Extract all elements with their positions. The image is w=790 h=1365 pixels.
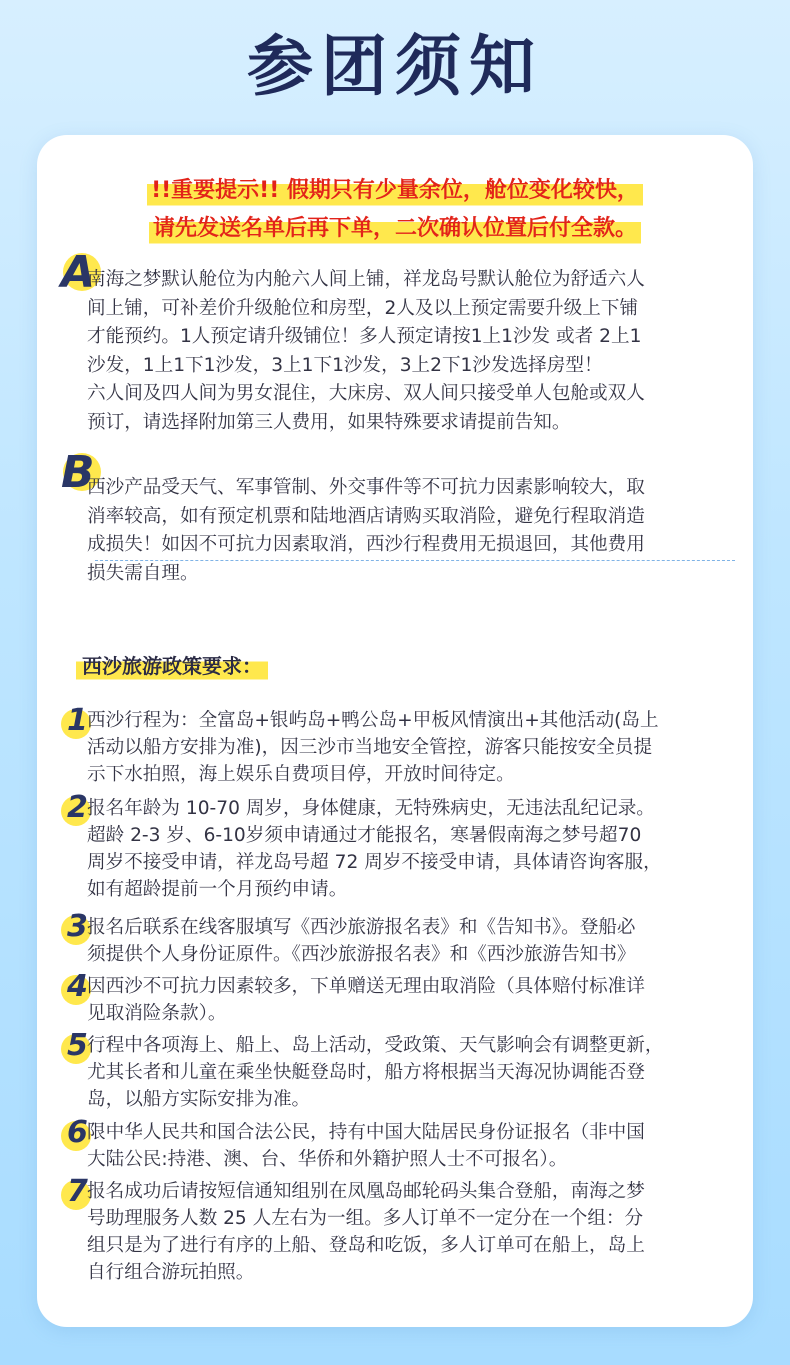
item-line: 报名年龄为 10-70 周岁，身体健康，无特殊病史，无违法乱纪记录。	[87, 798, 655, 819]
section-a-line: 预订，请选择附加第三人费用，如果特殊要求请提前告知。	[87, 411, 571, 433]
notice-line-2: 请先发送名单后再下单，二次确认位置后付全款。	[149, 211, 641, 247]
section-a-line: 南海之梦默认舱位为内舱六人间上铺，祥龙岛号默认舱位为舒适六人	[87, 269, 645, 290]
notice-card	[37, 135, 753, 1327]
section-b-line: 损失需自理。	[87, 562, 199, 584]
item-line: 报名成功后请按短信通知组别在凤凰岛邮轮码头集合登船，南海之梦	[87, 1181, 645, 1202]
item-6-number: 6	[67, 1115, 88, 1150]
item-7-number: 7	[67, 1174, 88, 1209]
item-line: 大陆公民:持港、澳、台、华侨和外籍护照人士不可报名）。	[87, 1149, 568, 1170]
policy-item-6	[87, 1119, 737, 1173]
section-a-line: 六人间及四人间为男女混住，大床房、双人间只接受单人包舱或双人	[87, 383, 645, 404]
policy-item-5	[87, 1032, 737, 1113]
item-line: 示下水拍照，海上娱乐自费项目停，开放时间待定。	[87, 764, 515, 785]
notice-line-1: !!重要提示!! 假期只有少量余位，舱位变化较快，	[147, 173, 643, 209]
item-line: 自行组合游玩拍照。	[87, 1262, 255, 1283]
policy-item-7	[87, 1178, 737, 1286]
item-1-number: 1	[67, 703, 88, 738]
item-line: 须提供个人身份证原件。《西沙旅游报名表》和《西沙旅游告知书》	[87, 944, 636, 965]
policy-heading: 西沙旅游政策要求：	[76, 651, 268, 681]
item-line: 号助理服务人数 25 人左右为一组。多人订单不一定分在一个组：分	[87, 1208, 644, 1229]
item-3-number: 3	[67, 909, 88, 944]
section-b-line: 西沙产品受天气、军事管制、外交事件等不可抗力因素影响较大，取	[87, 477, 645, 498]
important-notice	[37, 173, 753, 249]
section-a-letter: A	[61, 247, 96, 298]
item-line: 活动以船方安排为准)，因三沙市当地安全管控，游客只能按安全员提	[87, 737, 653, 758]
section-b-line: 消率较高，如有预定机票和陆地酒店请购买取消险，避免行程取消造	[87, 505, 645, 527]
section-b-line: 成损失！如因不可抗力因素取消，西沙行程费用无损退回，其他费用	[87, 534, 645, 555]
section-b-text	[87, 474, 737, 588]
item-2-number: 2	[67, 790, 88, 825]
item-line: 报名后联系在线客服填写《西沙旅游报名表》和《告知书》。登船必	[87, 917, 636, 938]
section-a-line: 沙发，1上1下1沙发，3上1下1沙发，3上2下1沙发选择房型！	[87, 354, 603, 376]
policy-item-3	[87, 914, 737, 968]
item-line: 因西沙不可抗力因素较多，下单赠送无理由取消险（具体赔付标准详	[87, 976, 645, 997]
policy-item-2	[87, 795, 737, 903]
item-line: 见取消险条款）。	[87, 1003, 227, 1024]
policy-item-4	[87, 973, 737, 1027]
section-b-letter: B	[61, 447, 95, 498]
item-line: 超龄 2-3 岁、6-10岁须申请通过才能报名，寒暑假南海之梦号超70	[87, 825, 642, 846]
item-line: 尤其长者和儿童在乘坐快艇登岛时，船方将根据当天海况协调能否登	[87, 1062, 645, 1083]
item-line: 行程中各项海上、船上、岛上活动，受政策、天气影响会有调整更新，	[87, 1035, 664, 1056]
item-line: 岛，以船方实际安排为准。	[87, 1089, 311, 1110]
section-a-line: 间上铺，可补差价升级舱位和房型，2人及以上预定需要升级上下铺	[87, 297, 639, 319]
item-line: 周岁不接受申请，祥龙岛号超 72 周岁不接受申请，具体请咨询客服，	[87, 852, 662, 873]
item-line: 西沙行程为：全富岛+银屿岛+鸭公岛+甲板风情演出+其他活动(岛上	[87, 710, 659, 731]
item-4-number: 4	[67, 969, 88, 1004]
page-title: 参团须知	[247, 28, 543, 105]
item-line: 限中华人民共和国合法公民，持有中国大陆居民身份证报名（非中国	[87, 1122, 645, 1143]
item-5-number: 5	[67, 1028, 88, 1063]
item-line: 组只是为了进行有序的上船、登岛和吃饭，多人订单可在船上，岛上	[87, 1235, 645, 1256]
section-a-line: 才能预约。1人预定请升级铺位！多人预定请按1上1沙发 或者 2上1	[87, 326, 642, 347]
dashed-divider	[95, 560, 735, 561]
item-line: 如有超龄提前一个月预约申请。	[87, 879, 348, 900]
policy-item-1	[87, 707, 737, 788]
section-a-text	[87, 266, 737, 437]
